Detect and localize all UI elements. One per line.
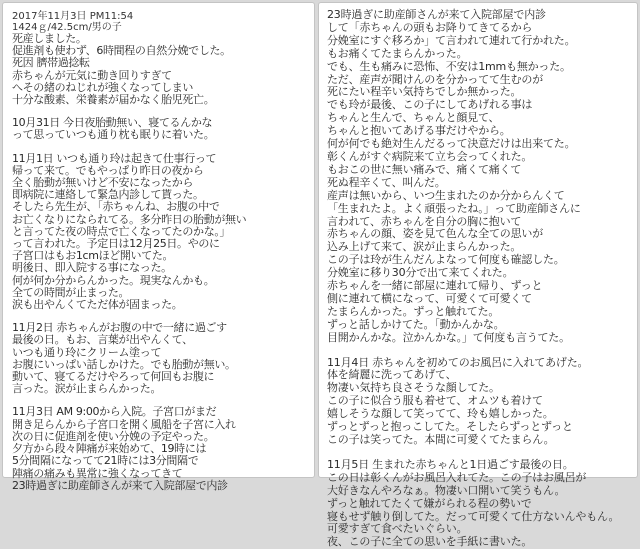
- note-line: って思っていつも通り枕も眠りに着いた。: [12, 128, 215, 142]
- note-line: 側に連れて横になって、可愛くて可愛くて: [327, 291, 532, 305]
- note-line: 「生まれたよ。よく頑張ったね。」って助産師さんに: [327, 201, 581, 215]
- note-line: お亡くなりになられてる。多分昨日の胎動が無い: [12, 212, 247, 226]
- note-line: 最後の日。もお、言葉が出やんくて、: [12, 333, 193, 347]
- note-line: 死にたい程辛い気持ちでしか無かった。: [327, 85, 522, 99]
- note-line: 夜、この子に全ての思いを手紙に書いた。: [327, 535, 533, 549]
- note-line: この子は笑ってた。本間に可愛くてたまらん。: [327, 433, 555, 446]
- note-line: 分娩室に移り30分で出て来てくれた。: [327, 266, 514, 280]
- right-note-body: [327, 9, 631, 549]
- note-line: 寝もせず触り倒してた。だって可愛くて仕方ないんやもん。: [327, 509, 620, 523]
- note-line: 死産しました。: [12, 32, 87, 45]
- note-line: でも玲が最後、この子にしてあげれる事は: [327, 98, 533, 112]
- note-date: 2017年11月3日 PM11:54: [12, 11, 134, 22]
- note-line: 全く胎動が無いけど不安になったから: [12, 176, 194, 190]
- note-line: ちゃんと生んで、ちゃんと顔見て、: [327, 111, 500, 125]
- note-line: 11月4日 赤ちゃんを初めてのお風呂に入れてあげた。: [327, 355, 589, 369]
- note-line: 帰って来て。でもやっぱり昨日の夜から: [12, 163, 204, 177]
- note-line: して「赤ちゃんの頭もお降りてきてるから: [327, 20, 533, 34]
- note-line: 産声は無いから、いつ生まれたのか分からんくて: [327, 188, 565, 202]
- note-line: ずっと話しかけてた。「動かんかな。: [327, 317, 505, 331]
- note-line: 言われて、赤ちゃんを自分の胸に抱いて: [327, 214, 522, 228]
- note-paragraph: [327, 9, 631, 345]
- note-line: ちゃんと抱いてあげる事だけやから。: [327, 124, 511, 138]
- note-line: 嬉しそうな顔して笑ってて、玲も嬉しかった。: [327, 407, 554, 421]
- right-note-page: [318, 2, 638, 549]
- note-line: たまらんかった。ずっと触れてた。: [327, 304, 500, 318]
- note-line: 23時過ぎに助産師さんが来て入院部屋で内診: [327, 8, 546, 21]
- note-line: 動いて、寝てるだけやろって何回もお腹に: [12, 370, 215, 384]
- note-line: 明後日、即入院する事になった。: [12, 261, 172, 275]
- note-paragraph: [12, 33, 308, 106]
- note-line: もおこの世に無い痛みで、痛くて痛くて: [327, 162, 522, 176]
- note-paragraph: [327, 459, 631, 549]
- note-line: そしたら先生が、「赤ちゃんね、お腹の中で: [12, 200, 220, 214]
- note-line: 子宮口はもお1cmほど開いてた。: [12, 249, 174, 263]
- note-paragraph: [327, 357, 631, 447]
- note-line: もお痛くてたまらんかった。: [327, 46, 468, 60]
- note-line: 死ぬ程辛くて、叫んだ。: [327, 175, 446, 189]
- note-line: 赤ちゃんが元気に動き回りすぎて: [12, 68, 172, 82]
- note-line: 23時過ぎに助産師さんが来て入院部屋で内診: [12, 478, 228, 492]
- note-line: 大好きなんやろなぁ。物凄い口開いて笑うもん。: [327, 483, 566, 497]
- note-line: 開き足らんから子宮口を開く風船を子宮に入れ: [12, 417, 236, 431]
- note-line: 即病院に連絡して緊急内診して貰った。: [12, 188, 204, 202]
- note-paragraph: [12, 117, 308, 141]
- note-line: 物凄い気持ち良さそうな顔してた。: [327, 381, 500, 395]
- note-line: と言ってた夜の時点で亡くなってたのかな。」: [12, 224, 231, 238]
- note-line: って言われた。予定日は12月25日。やのに: [12, 237, 220, 251]
- note-line: 込み上げて来て、涙が止まらんかった。: [327, 240, 522, 254]
- note-line: 彰くんがすぐ病院来て立ち会ってくれた。: [327, 149, 533, 163]
- note-line: 涙も出やんくてただ体が固まった。: [12, 298, 183, 312]
- note-line: 死因 臍帯過捻転: [12, 56, 90, 70]
- note-line: 全ての時間が止まった。: [12, 285, 130, 299]
- note-birth-info: 1424ｇ/42.5cm/男の子: [12, 22, 122, 33]
- note-line: ずっとずっと抱っこしてた。そしたらずっとずっと: [327, 420, 573, 434]
- note-line: 11月5日 生まれた赤ちゃんと1日過ごす最後の日。: [327, 457, 574, 471]
- note-line: へその緒のねじれが強くなってしまい: [12, 80, 194, 94]
- note-line: 赤ちゃんを一緒に部屋に連れて帰り、ずっと: [327, 279, 543, 293]
- note-line: 夕方から段々陣痛が来始めて、19時には: [12, 442, 207, 456]
- note-line: この子に似合う服も着せて、オムツも着けて: [327, 394, 543, 408]
- note-line: でも、生も痛みに恐怖、不安は1mmも無かった。: [327, 59, 571, 73]
- note-line: 可愛すぎて食べたいぐらい。: [327, 522, 468, 536]
- note-line: お腹にいっぱい話しかけた。でも胎動が無い。: [12, 357, 236, 371]
- note-line: 言った。涙が止まらんかった。: [12, 382, 162, 396]
- left-note-body: [12, 33, 308, 492]
- note-line: いつも通り玲にクリーム塗って: [12, 345, 162, 359]
- note-line: 何が何か分からんかった。現実なんかも。: [12, 273, 215, 287]
- note-line: この日は彰くんがお風呂入れてた。この子はお風呂が: [327, 470, 587, 484]
- note-line: 体を綺麗に洗ってあげて、: [327, 368, 457, 382]
- note-line: ずっと触れてたくて嫌がられる程の勢いで: [327, 496, 532, 510]
- note-line: この子は玲が生んだんよなって何度も確認した。: [327, 253, 565, 267]
- note-line: 分娩室にすぐ移ろか」て言われて連れて行かれた。: [327, 33, 576, 47]
- note-line: 11月1日 いつも通り玲は起きて仕事行って: [12, 151, 217, 165]
- note-line: 11月3日 AM 9:00から入院。子宮口がまだ: [12, 405, 217, 419]
- note-line: 十分な酸素、栄養素が届かなく胎児死亡。: [12, 93, 215, 107]
- note-line: 促進剤も使わず、6時間程の自然分娩でした。: [12, 44, 231, 58]
- note-line: 11月2日 赤ちゃんがお腹の中で一緒に過ごす: [12, 321, 227, 335]
- note-line: 何が何でも絶対生んだるって決意だけは出来てた。: [327, 137, 576, 151]
- note-paragraph: [12, 406, 308, 491]
- note-line: 赤ちゃんの顔、姿を見て色んな全ての思いが: [327, 227, 543, 241]
- note-line: ただ、産声が聞けんのを分かってて生むのが: [327, 72, 543, 86]
- note-paragraph: [12, 153, 308, 312]
- note-paragraph: [12, 322, 308, 395]
- note-line: 5分間隔になってて21時には3分間隔で: [12, 454, 199, 468]
- note-line: 陣痛の痛みも異常に強くなってきて: [12, 466, 183, 480]
- left-note-page: [2, 2, 315, 492]
- note-line: 次の日に促進剤を使い分娩の予定やった。: [12, 429, 215, 443]
- note-line: 目開かんかな。泣かんかな。」て何度も言うてた。: [327, 330, 570, 344]
- note-line: 10月31日 今日夜胎動無い、寝てるんかな: [12, 116, 213, 130]
